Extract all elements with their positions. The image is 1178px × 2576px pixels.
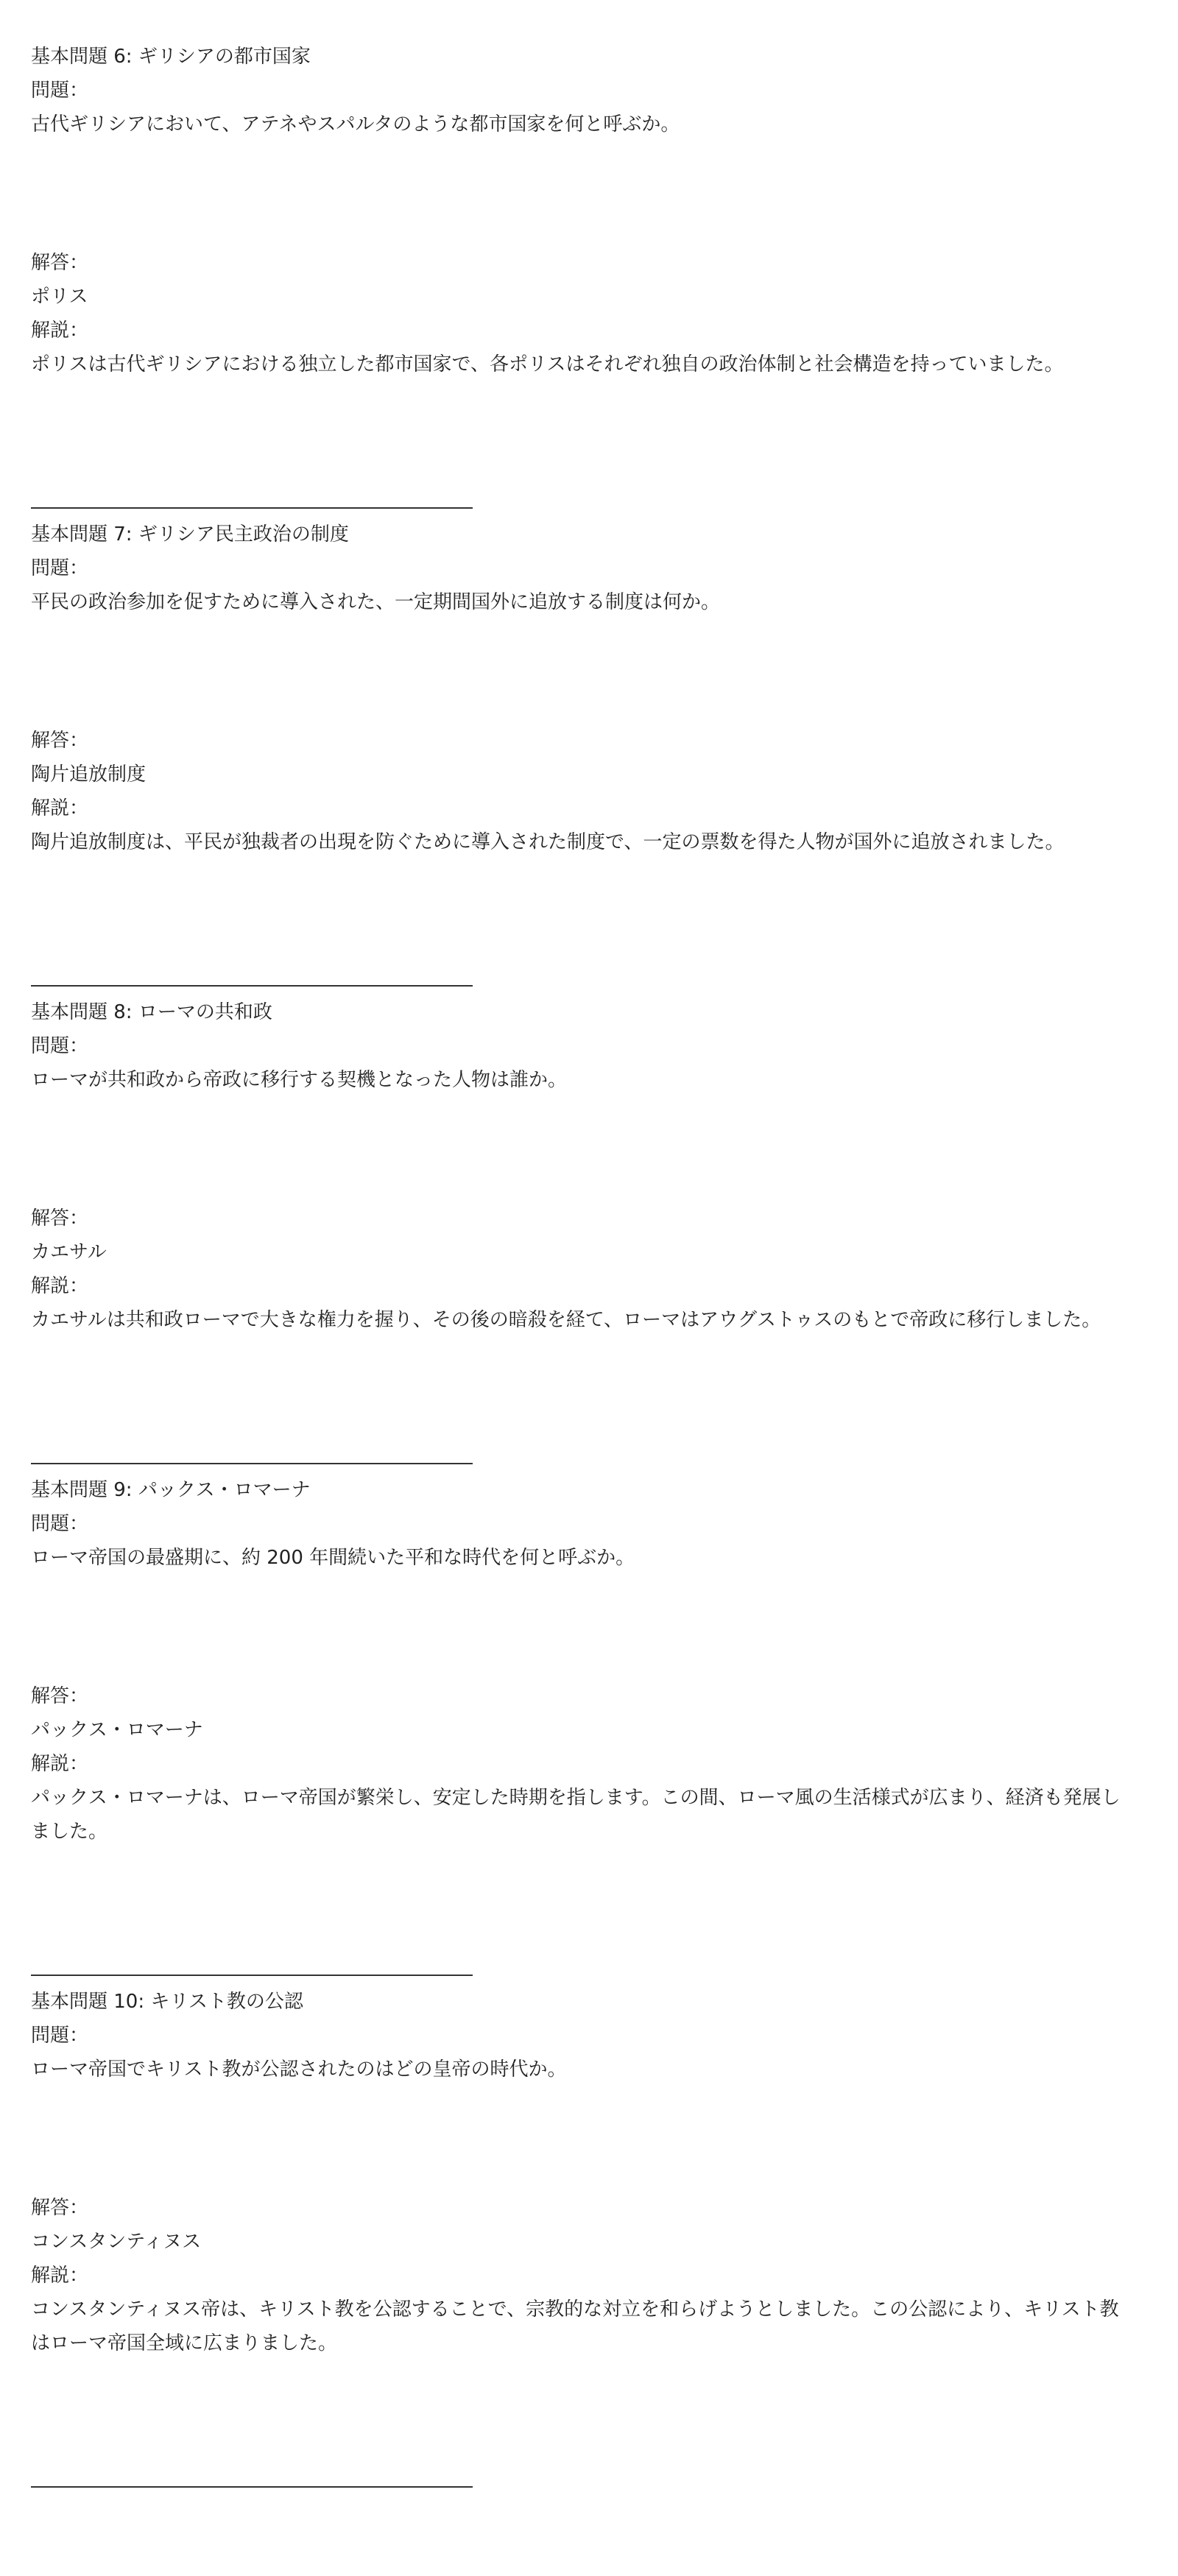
answer-label: 解答： — [31, 1207, 89, 1229]
explanation-text: コンスタンティヌス帝は、キリスト教を公認することで、宗教的な対立を和らげようとしました。この公認により、キリスト教はローマ帝国全域に広まりました。 — [31, 2298, 1119, 2354]
explanation-label: 解説： — [31, 2265, 89, 2287]
divider — [31, 985, 473, 987]
question-block — [31, 518, 1135, 859]
question-label: 問題： — [31, 80, 89, 102]
question-block — [31, 995, 1135, 1337]
question-text: ローマ帝国でキリスト教が公認されたのはどの皇帝の時代か。 — [31, 2058, 567, 2081]
answer-text: パックス・ロマーナ — [31, 1719, 203, 1741]
answer-label: 解答： — [31, 252, 89, 274]
explanation-label: 解説： — [31, 1275, 89, 1297]
question-text: 平民の政治参加を促すために導入された、一定期間国外に追放する制度は何か。 — [31, 591, 721, 613]
question-block — [31, 1473, 1135, 1849]
divider — [31, 507, 473, 509]
question-label: 問題： — [31, 557, 89, 579]
question-title: 基本問題 10: キリスト教の公認 — [31, 1991, 303, 2013]
question-label: 問題： — [31, 2025, 89, 2047]
question-text: 古代ギリシアにおいて、アテネやスパルタのような都市国家を何と呼ぶか。 — [31, 113, 680, 135]
explanation-label: 解説： — [31, 320, 89, 342]
explanation-text: パックス・ロマーナは、ローマ帝国が繁栄し、安定した時期を指します。この間、ローマ風の生活様式が広まり、経済も発展しました。 — [31, 1787, 1121, 1843]
question-title: 基本問題 6: ギリシアの都市国家 — [31, 46, 311, 68]
answer-label: 解答： — [31, 730, 89, 752]
answer-text: コンスタンティヌス — [31, 2231, 202, 2253]
explanation-text: ポリスは古代ギリシアにおける独立した都市国家で、各ポリスはそれぞれ独自の政治体制と社会構造を持っていました。 — [31, 353, 1064, 375]
question-title: 基本問題 7: ギリシア民主政治の制度 — [31, 523, 349, 546]
answer-label: 解答： — [31, 2197, 89, 2219]
answer-label: 解答： — [31, 1685, 89, 1707]
answer-text: カエサル — [31, 1241, 107, 1263]
divider — [31, 1975, 473, 1976]
question-label: 問題： — [31, 1513, 89, 1535]
answer-text: 陶片追放制度 — [31, 763, 147, 786]
divider — [31, 1463, 473, 1464]
question-title: 基本問題 8: ローマの共和政 — [31, 1001, 272, 1023]
explanation-text: カエサルは共和政ローマで大きな権力を握り、その後の暗殺を経て、ローマはアウグストゥスのもとで帝政に移行しました。 — [31, 1309, 1101, 1331]
explanation-label: 解説： — [31, 797, 89, 819]
answer-text: ポリス — [31, 286, 88, 308]
question-text: ローマが共和政から帝政に移行する契機となった人物は誰か。 — [31, 1069, 568, 1091]
question-title: 基本問題 9: パックス・ロマーナ — [31, 1479, 311, 1501]
divider — [31, 2486, 473, 2488]
question-block — [31, 1985, 1135, 2360]
explanation-text: 陶片追放制度は、平民が独裁者の出現を防ぐために導入された制度で、一定の票数を得た人物が国外に追放されました。 — [31, 831, 1065, 853]
question-block — [31, 40, 1135, 381]
explanation-label: 解説： — [31, 1753, 89, 1775]
question-label: 問題： — [31, 1035, 89, 1057]
question-text: ローマ帝国の最盛期に、約 200 年間続いた平和な時代を何と呼ぶか。 — [31, 1547, 635, 1569]
